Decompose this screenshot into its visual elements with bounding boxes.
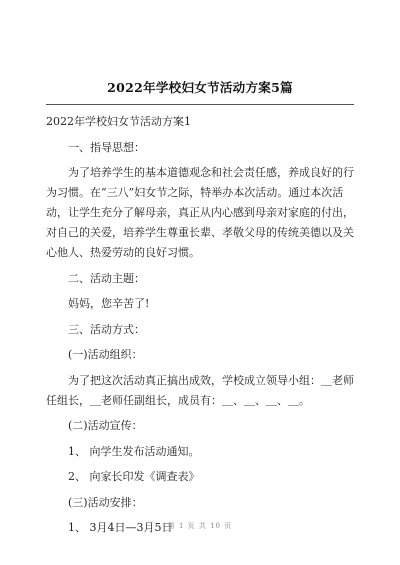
list-item: 2、 向家长印发《调查表》	[68, 470, 200, 483]
paragraph-line: 为习惯。在“三八”妇女节之际，特举办本次活动。通过本次活	[46, 186, 344, 199]
subheading-organization: (一)活动组织：	[68, 348, 143, 361]
paragraph-line: 任组长，＿老师任副组长，成员有：＿、＿、＿、＿。	[46, 393, 310, 407]
page-footer: 第 1 页 共 10 页	[167, 522, 233, 530]
document-body	[46, 112, 356, 544]
subheading-schedule: (三)活动安排：	[68, 495, 143, 509]
section-heading-guiding-idea: 一、指导思想：	[68, 140, 145, 154]
guiding-idea-paragraph	[46, 163, 356, 263]
paragraph-line: 为了把这次活动真正搞出成效，学校成立领导小组：＿老师	[68, 373, 354, 387]
page-title: 2022年学校妇女节活动方案5篇	[107, 80, 293, 95]
paragraph-line: 对自己的关爱，培养学生尊重长辈、孝敬父母的传统美德以及关	[46, 226, 354, 239]
paragraph-line: 为了培养学生的基本道德观念和社会责任感，养成良好的行	[68, 166, 354, 179]
activity-theme-text: 妈妈，您辛苦了!	[68, 297, 150, 310]
plan-subtitle: 2022年学校妇女节活动方案1	[46, 115, 191, 128]
list-item: 1、 3月4日—3月5日	[68, 521, 173, 534]
section-heading-theme: 二、活动主题：	[68, 271, 145, 285]
section-heading-method: 三、活动方式：	[68, 322, 145, 336]
subheading-publicity: (二)活动宣传：	[68, 419, 143, 432]
list-item: 1、 向学生发布活动通知。	[68, 444, 200, 458]
title-divider	[46, 104, 354, 105]
paragraph-line: 心他人、热爱劳动的良好习惯。	[46, 246, 200, 259]
organization-paragraph	[46, 371, 356, 411]
paragraph-line: 动，让学生充分了解母亲，真正从内心感到母亲对家庭的付出，	[46, 206, 354, 219]
